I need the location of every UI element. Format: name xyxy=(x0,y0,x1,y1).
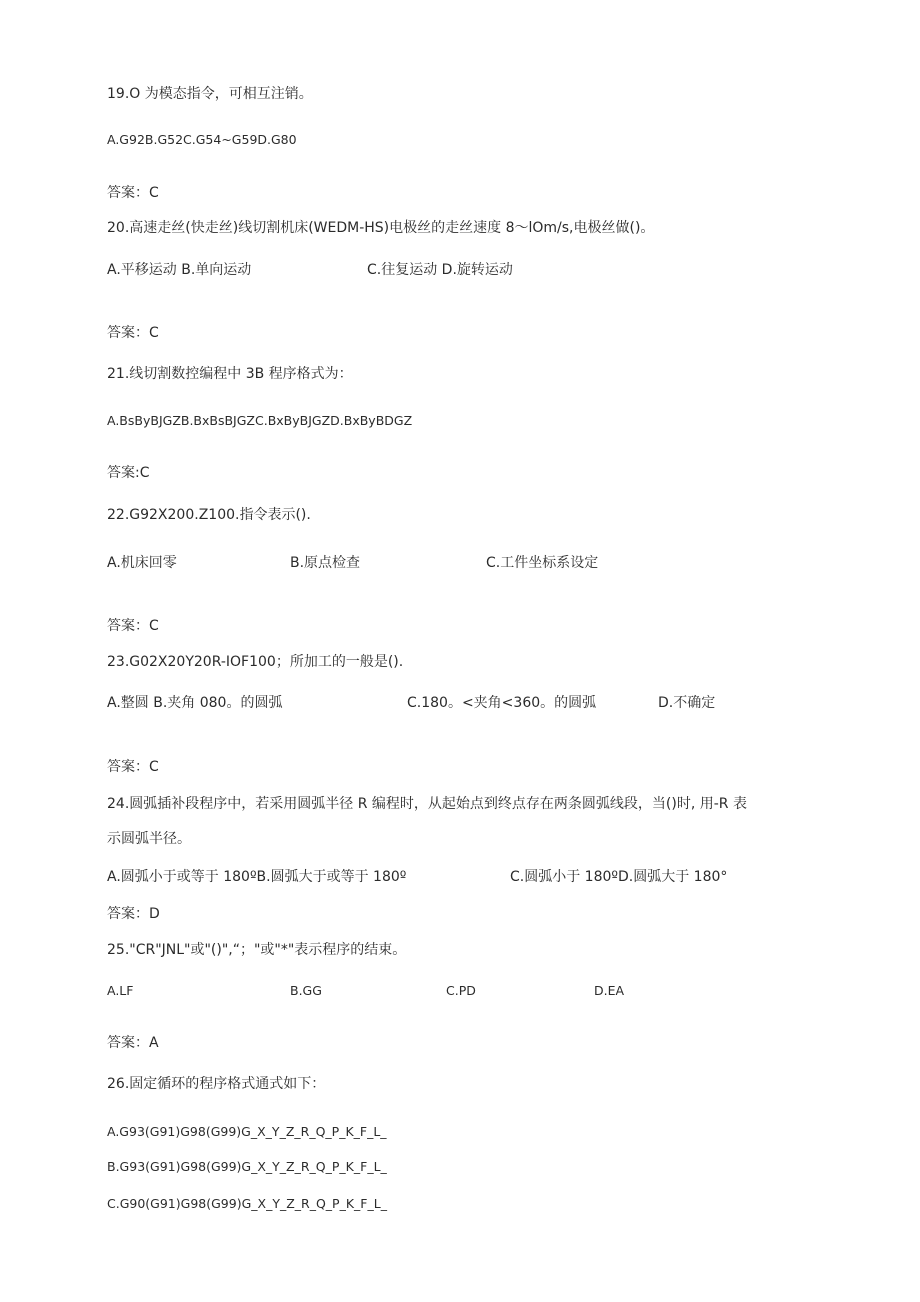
question-23-option-d: D.不确定 xyxy=(658,695,716,711)
question-26-option-c: C.G90(G91)G98(G99)G_X_Y_Z_R_Q_P_K_F_L_ xyxy=(107,1196,387,1211)
question-26: 26.固定循环的程序格式通式如下： xyxy=(107,1076,326,1092)
question-24-line-1: 24.圆弧插补段程序中，若采用圆弧半径 R 编程时，从起始点到终点存在两条圆弧线段，当()时, 用-R 表 xyxy=(107,796,747,812)
question-25-option-b: B.GG xyxy=(290,983,322,998)
question-22: 22.G92X200.Z100.指令表示(). xyxy=(107,507,311,523)
question-19-options: A.G92B.G52C.G54~G59D.G80 xyxy=(107,132,297,147)
question-20-options-cd: C.往复运动 D.旋转运动 xyxy=(367,262,513,278)
question-26-option-a: A.G93(G91)G98(G99)G_X_Y_Z_R_Q_P_K_F_L_ xyxy=(107,1124,387,1139)
question-21-answer: 答案:C xyxy=(107,465,150,481)
question-25-option-c: C.PD xyxy=(446,983,476,998)
question-19: 19.O 为模态指令，可相互注销。 xyxy=(107,86,313,102)
question-20: 20.高速走丝(快走丝)线切割机床(WEDM-HS)电极丝的走丝速度 8～lOm/s,电极丝做()。 xyxy=(107,220,655,236)
question-25-option-a: A.LF xyxy=(107,983,134,998)
question-22-option-c: C.工件坐标系设定 xyxy=(486,555,599,571)
question-22-answer: 答案：C xyxy=(107,618,159,634)
question-25: 25."CR"JNL"或"()",“；"或"*"表示程序的结束。 xyxy=(107,942,407,958)
question-23-option-c: C.180。<夹角<360。的圆弧 xyxy=(407,695,597,711)
question-22-option-a: A.机床回零 xyxy=(107,555,177,571)
question-20-answer: 答案：C xyxy=(107,325,159,341)
question-23-options-ab: A.整圆 B.夹角 080。的圆弧 xyxy=(107,695,283,711)
question-24-options-cd: C.圆弧小于 180ºD.圆弧大于 180° xyxy=(510,869,728,885)
question-25-option-d: D.EA xyxy=(594,983,625,998)
question-23: 23.G02X20Y20R-IOF100；所加工的一般是(). xyxy=(107,654,404,670)
question-25-answer: 答案：A xyxy=(107,1035,159,1051)
question-23-answer: 答案：C xyxy=(107,759,159,775)
question-26-option-b: B.G93(G91)G98(G99)G_X_Y_Z_R_Q_P_K_F_L_ xyxy=(107,1159,387,1174)
question-24-options-ab: A.圆弧小于或等于 180ºB.圆弧大于或等于 180º xyxy=(107,869,407,885)
question-21: 21.线切割数控编程中 3B 程序格式为： xyxy=(107,366,353,382)
question-24-answer: 答案：D xyxy=(107,906,160,922)
question-19-answer: 答案：C xyxy=(107,185,159,201)
question-22-option-b: B.原点检查 xyxy=(290,555,361,571)
question-20-options-ab: A.平移运动 B.单向运动 xyxy=(107,262,252,278)
question-24-line-2: 示圆弧半径。 xyxy=(107,831,191,847)
question-21-options: A.BsByBJGZB.BxBsBJGZC.BxByBJGZD.BxByBDGZ xyxy=(107,413,413,428)
